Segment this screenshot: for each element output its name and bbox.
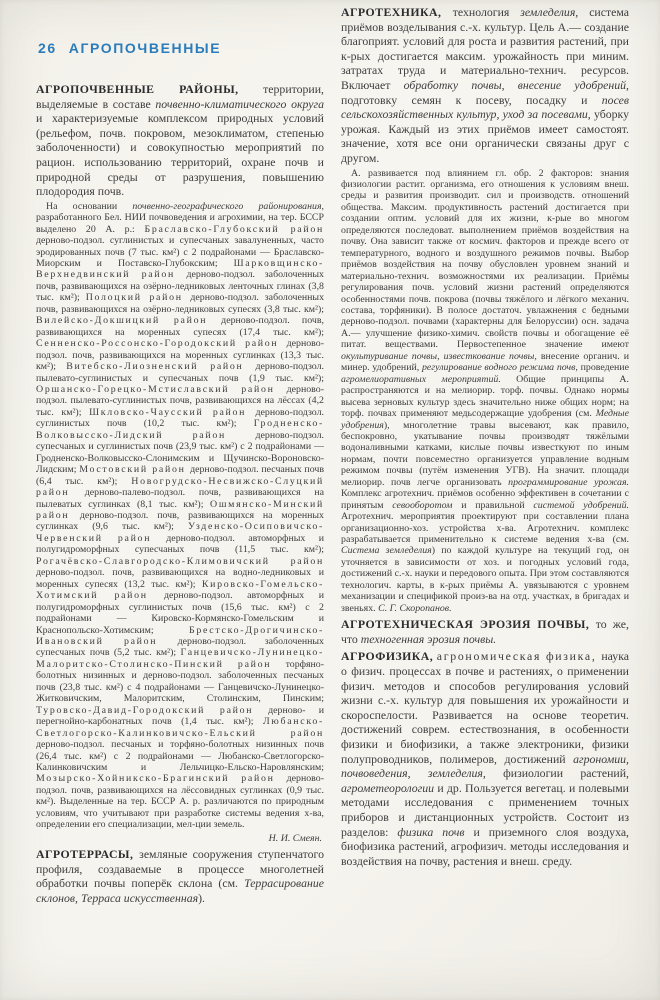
text-segment: дерново-подзол. суглинистых и супесчаных завалуненных, часто эродированных почв (7 тыс. км²) с 2 подрайонами — Браславско-Миорским и Поставско-Глубокским; (36, 235, 324, 270)
signature-smeyan (36, 833, 322, 845)
text-segment: дерново-подзол. автоморфных и полугидроморфных суглинистых почв (15,6 тыс. км²) с 2 подрайонами — Кировско-Кормянско-Гомельским и Краснопольско-Хотимским; (36, 590, 324, 636)
column-right-blocks (341, 5, 629, 868)
text-segment: Любанско-Светлогорско-Калинковичско-Ельский район (36, 716, 324, 739)
text-segment: физиологии растений, (503, 766, 629, 781)
text-segment: дерново-подзол. пылевато-суглинистых почв, развивающихся на лёссах (4,2 тыс. км²); (36, 384, 324, 418)
text-segment: и др. Пользуется вегетац. и полевыми методами исследования с применением точных приборов и дистанционных устройств. Состоит из разделов: (341, 780, 629, 839)
text-segment: посев сельскохозяйственных культур, уход за посевами, (341, 92, 629, 122)
text-segment: регулирование водного режима почв, (421, 362, 581, 374)
column-left (36, 40, 324, 908)
text-segment: А. развивается под влиянием гл. обр. 2 факторов: знания физиологии растит. организма, его отношения к условиям внеш. среды и развития производит. сил и производств. отношений общества. Максим. продуктивность растений достигается при создании оптим. условий для их жизни, к-рые во многом определяются последоват. выполнением приёмов воздействия на почву. Она зависит также от космич. факторов и прежде всего от температурного, водного и воздушного режимов почвы. Выбор приёмов воздействия на почву обусловлен уровнем знаний и материально-технич. возможностями их реализации. Приёмы регулирования почв. условий жизни растений определяются особенностями почв. покрова (почвы тяжёлого и лёгкого механич. состава, торфяники). В полосе достаточ. увлажнения с бедными дерново-подзол. почвами (характерны для Белоруссии) осн. задача А.— улучшение физико-химич. свойств почвы и обогащение её питат. веществами. Первостепенное значение имеют (341, 167, 629, 351)
text-segment: программирование урожая. (508, 476, 629, 488)
text-segment: ), многолетние травы высевают, как правило, беспокровно, укатывание почвы производят тяжёлыми водоналивными катками, кислые почвы известкуют по иным нормам, почти повсеместно организуется управление водным режимом почвы (путём изменения УГВ). На значит. площади мелиорир. почв легче организовать (341, 419, 629, 488)
text-segment: земляные сооружения ступенчатого профиля, создаваемые в процессе многолетней обработки почвы поперёк склона (см. (36, 847, 324, 891)
text-segment: подготовку семян к посеву, посадку и (341, 92, 602, 107)
text-segment: дерново-подзол. почв, развивающихся на моренных супесях (17,4 тыс. км²); (36, 315, 324, 338)
text-segment: агрометеорологии (341, 780, 438, 795)
text-segment: Мозырско-Хойникско-Брагинский район (36, 773, 287, 785)
paragraph-soil-districts-list (36, 201, 324, 831)
text-segment: Рогачёвско-Славгородско-Климовичский район (36, 555, 324, 567)
entry-agrotekhnicheskaya-eroziya-pochvy (341, 617, 629, 646)
text-segment: дерново-подзол. пылевато-суглинистых и супесчаных почв (1,9 тыс. км²); (36, 361, 324, 384)
text-segment: системой удобрений. (533, 499, 629, 511)
text-segment: разработанного Бел. НИИ почвоведения и агрохимии, на тер. БССР выделено 20 А. р.: (36, 212, 324, 235)
entry-headword: АГРОФИЗИКА, (341, 649, 437, 664)
entry-agrofizika (341, 649, 629, 868)
text-segment: внесение органич. и минер. удобрений, (341, 350, 630, 374)
text-segment: и приземного слоя воздуха, биофизика растений, агрофизич. методы исследования и воздействия на почву, растения и внеш. среду. (341, 824, 630, 868)
text-segment: и характеризуемые комплексом природных условий (рельефом, почв. покровом, мезоклиматом, степенью заболоченности) и совокупностью мероприятий по рацион. использованию территорий, охране почв и природной среды от разрушения, повышению плодородия почв. (36, 111, 324, 199)
text-segment: С. Г. Скоропанов. (378, 602, 452, 614)
text-segment: Ошмянско-Минский район (36, 498, 324, 521)
text-segment: Браславско-Глубокский район (144, 223, 324, 235)
text-segment: Оршанско-Горецко-Мстиславский район (36, 384, 287, 395)
text-segment: проведение (580, 362, 629, 374)
text-segment: дерново-подзол. почв, развивающихся на водно-ледниковых и моренных супесях (13,2 тыс. км²); (36, 567, 324, 590)
entry-agrotekhnika (341, 5, 629, 166)
text-segment: Шкловско-Чаусский район (89, 406, 256, 418)
text-segment: агромелиоративных мероприятий. (341, 373, 517, 385)
text-segment: Агротехнич. мероприятия проектируют при составлении плана организационно-хоз. устройства х-ва. Агротехнич. комплекс разрабатывается применительно к системе ведения х-ва (см. (341, 511, 629, 546)
running-head (38, 40, 324, 56)
text-segment: торфяно-болотных низинных и дерново-подзол. заболоченных песчаных почв (23,8 тыс. км²) с 4 подрайонами — Ганцевичско-Лунинецко-Житковичским, Малоритским, Столинским, Пинским; (36, 658, 324, 705)
text-segment: Система земледелия (341, 545, 432, 557)
text-segment: Комплекс агротехнич. приёмов особенно эффективен в сочетании с принятым (341, 488, 629, 511)
column-right (341, 2, 629, 870)
text-segment: Мостовский район (79, 464, 191, 476)
text-segment: агрономии, почвоведения, земледелия, (341, 751, 629, 781)
text-segment: Н. И. Смеян. (268, 832, 322, 844)
text-segment: почвенно-климатического округа (155, 96, 324, 111)
text-segment: Кировско-Гомельско-Хотимский район (36, 578, 324, 602)
text-segment: техногенная эрозия почвы. (360, 631, 497, 646)
text-segment: Гродненско-Волковысско-Лидский район (36, 418, 324, 441)
text-segment: дерново-подзол. заболоченных почв, развивающихся на озёрно-ледниковых ленточных глинах (3,8 тыс. км²); (36, 269, 324, 304)
text-segment: севооборотом (392, 499, 462, 511)
text-columns (36, 5, 630, 908)
text-segment: и правильной (461, 499, 534, 511)
paragraph-agrotekhnika-factors (341, 168, 629, 615)
text-segment: Шарковщинско-Верхнедвинский район (36, 258, 324, 281)
text-segment: Витебско-Лиозненский район (66, 361, 256, 373)
text-segment: дерново-подзол. почв, развивающихся на лёссовидных суглинках (0,9 тыс. км²). Выделенные на тер. БССР А. р. различаются по природным условиям, что учитывают при разработке системы ведения х-ва, определении его специализации, мел-ции земель. (36, 773, 324, 831)
text-segment: дерново- и перегнойно-карбонатных почв (1,4 тыс. км²); (36, 704, 324, 728)
text-segment: Вилейско-Докшицкий район (36, 315, 222, 327)
text-segment: дерново-палево-подзол. почв, развивающихся на пылеватых суглинках (8,1 тыс. км²); (36, 487, 324, 510)
text-segment: территории, выделяемые в составе (36, 82, 324, 111)
entry-agroterrasy (36, 847, 324, 905)
entry-headword: АГРОПОЧВЕННЫЕ РАЙОНЫ, (36, 82, 264, 96)
text-segment: окультуривание почвы, известкование почвы, (341, 350, 541, 362)
text-segment: Медные удобрения (341, 408, 629, 431)
text-segment: Ганцевичско-Лунинецко-Малоритско-Столинско-Пинский район (36, 647, 324, 670)
text-segment: дерново-подзол. песчаных и торфяно-болотных низинных почв (26,4 тыс. км²) с 2 подрайонами — Любанско-Светлогорско-Калинковичским и Лельчицко-Ельско-Наровлянским; (36, 739, 324, 773)
text-segment: Брестско-Дрогичинско-Ивановский район (36, 624, 324, 647)
text-segment: то же, что (341, 617, 629, 646)
text-segment: дерново-подзол. суглинистых почв (10,2 тыс. км²); (36, 406, 324, 430)
running-title: АГРОПОЧВЕННЫЕ (68, 40, 222, 56)
text-segment: Сенненско-Россонско-Городокский район (36, 338, 287, 350)
text-segment: технология (452, 5, 521, 19)
text-segment: дерново-подзол. заболоченных почв, развивающихся на озёрно-ледниковых супесях (3,8 тыс. км²); (36, 292, 325, 315)
text-segment: Туровско-Давид-Городокский район (36, 704, 269, 716)
text-segment: почвенно-географического районирования, (132, 200, 324, 212)
entry-agropochvennye-rayony (36, 82, 324, 199)
text-segment: дерново-подзол. почв, развивающихся на моренных суглинках (9,6 тыс. км²); (36, 509, 324, 533)
text-segment: ) по каждой культуре на текущий год, он уточняется в зависимости от хоз. и погодных условий года, достижений с.-х. науки и передового опыта. При этом составляются технологич. карты, в к-рых приёмы А. увязываются с уровнем механизации и спецификой произ-ва на отд. участках, в бригадах и звеньях. (341, 545, 630, 614)
column-left-blocks (36, 82, 324, 906)
text-segment: физика почв (397, 824, 474, 839)
text-segment: система приёмов возделывания с.-х. культур. Цель А.— создание благоприят. условий для роста и развития растений, при к-рых достигается максим. урожайность при миним. затратах труда и материально-технич. ресурсов. Включает (341, 5, 629, 92)
text-segment: Террасирование склонов, Терраса искусственная (36, 876, 324, 905)
text-segment: Новогрудско-Несвижско-Слуцкий район (36, 475, 324, 499)
text-segment: дерново-подзол. почв, развивающихся на моренных суглинках (13,3 тыс. км²); (36, 338, 324, 373)
text-segment: ). (198, 890, 206, 905)
text-segment: дерново-подзол. автоморфных и полугидроморфных супесчаных почв (11,5 тыс. км²); (36, 532, 324, 556)
text-segment: дерново-подзол. песчаных почв (6,4 тыс. км²); (36, 464, 324, 487)
text-segment: Общие принципы А. распространяются и на мелиорир. торф. почвы. Однако нормы высева зерновых культур здесь значительно ниже общих норм; на торф. почвах применяют медьсодержащие удобрения (см. (341, 373, 630, 420)
text-segment: На основании (46, 200, 133, 212)
text-segment: агрономическая физика, (436, 649, 602, 664)
text-segment: наука о физич. процессах в почве и растениях, о применении физич. методов и способов регулирования условий жизни с.-х. культур для повышения их урожайности и скороспелости. Развивается на основе теоретич. достижений соврем. естествознания, в особенности физики и биофизики, а также электроники, физики полупроводников, полимеров, достижений (341, 649, 629, 766)
text-segment: уборку урожая. Каждый из этих приёмов имеет самостоят. значение, хотя все они органически связаны друг с другом. (341, 107, 629, 165)
page-number: 26 (38, 40, 57, 56)
text-segment: земледелия, (520, 5, 590, 19)
text-segment: дерново-подзол. супесчаных и суглинистых почв (23,9 тыс. км²) с 2 подрайонами — Гродненско-Волковысско-Слонимским и Щучинско-Вороновско-Лидским; (36, 429, 324, 476)
text-segment: Полоцкий район (85, 292, 191, 304)
entry-headword: АГРОТЕРРАСЫ, (36, 847, 140, 862)
entry-headword: АГРОТЕХНИЧЕСКАЯ ЭРОЗИЯ ПОЧВЫ, (341, 617, 596, 632)
entry-headword: АГРОТЕХНИКА, (341, 5, 453, 19)
text-segment: дерново-подзол. заболоченных супесчаных почв (5,2 тыс. км²); (36, 635, 324, 659)
text-segment: обработку почвы, внесение удобрений, (403, 77, 629, 92)
text-segment: Узденско-Осиповичско-Червенский район (36, 521, 324, 544)
